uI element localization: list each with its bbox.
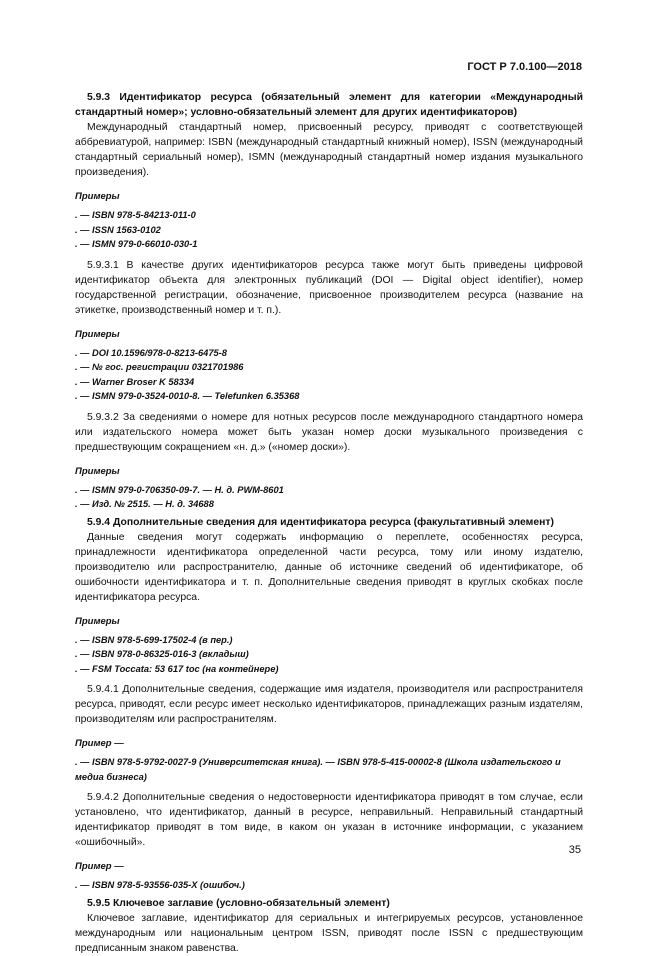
- example-item: . — ISMN 979-0-66010-030-1: [75, 239, 198, 249]
- page-content: [75, 90, 583, 956]
- examples-title: Примеры: [75, 191, 120, 202]
- example-title: Пример —: [75, 738, 124, 749]
- section-5-9-5-heading: 5.9.5 Ключевое заглавие (условно-обязательный элемент): [86, 897, 390, 909]
- section-5-9-3-heading: 5.9.3 Идентификатор ресурса (обязательный элемент для категории «Международный стандартный номер»; условно-обязательный элемент для других идентификаторов): [75, 92, 583, 118]
- example-item: . — ISBN 978-5-9792-0027-9 (Университетская книга). — ISBN 978-5-415-00002-8 (Школа издательского и медиа бизнеса): [75, 757, 561, 782]
- example-item: . — ISBN 978-5-699-17502-4 (в пер.): [75, 634, 233, 645]
- section-5-9-3-2-text: 5.9.3.2 За сведениями о номере для нотных ресурсов после международного стандартного номера или издательского номера может быть указан номер доски музыкального произведения с предшествующим сокращением «н. д.» («номер доски»).: [75, 411, 583, 453]
- section-5-9-5-text: Ключевое заглавие, идентификатор для сериальных и интегрируемых ресурсов, установленное международным или национальным центром ISSN, приводят после ISSN с предшествующим предписанным знаком равенства.: [75, 912, 583, 954]
- example-item: . — ISMN 979-0-3524-0010-8. — Telefunken 6.35368: [75, 391, 300, 401]
- examples-title: Примеры: [75, 328, 120, 340]
- example-item: . — Изд. № 2515. — Н. д. 34688: [75, 499, 214, 509]
- examples-title: Примеры: [75, 615, 120, 627]
- page-number: 35: [568, 844, 581, 856]
- section-5-9-4-1-text: 5.9.4.1 Дополнительные сведения, содержащие имя издателя, производителя или распространителя ресурса, приводят, если ресурс имеет несколько идентификаторов, принадлежащих разным издателям, производителям или распространителям.: [75, 684, 583, 725]
- example-item: . — ISBN 978-5-84213-011-0: [75, 210, 196, 220]
- example-item: . — Warner Broser K 58334: [75, 376, 195, 387]
- example-item: . — DOI 10.1596/978-0-8213-6475-8: [75, 347, 227, 358]
- standard-designation: ГОСТ Р 7.0.100—2018: [467, 61, 582, 73]
- example-item: . — ISBN 978-5-93556-035-X (ошибоч.): [75, 880, 245, 890]
- section-5-9-4-2-text: 5.9.4.2 Дополнительные сведения о недостоверности идентификатора приводят в том случае, если установлено, что идентификатор, данный в ресурсе, неправильный. Неправильный стандартный идентификатор приводят в том виде, в каком он указан в источнике информации, с указанием «ошибочный».: [75, 792, 583, 848]
- section-5-9-4-heading: 5.9.4 Дополнительные сведения для идентификатора ресурса (факультативный элемент): [86, 516, 554, 528]
- example-item: . — ISSN 1563-0102: [75, 224, 161, 235]
- example-item: . — № гос. регистрации 0321701986: [75, 362, 244, 372]
- example-item: . — ISMN 979-0-706350-09-7. — Н. д. PWM-8601: [75, 484, 284, 495]
- section-5-9-3-1-text: 5.9.3.1 В качестве других идентификаторов ресурса также могут быть приведены цифровой идентификатор объекта для электронных публикаций (DOI — Digital object identifier), номер государственной регистрации, обозначение, присвоенное производителем ресурса (название на этикетке, производственный номер и т. п.).: [75, 259, 583, 316]
- section-5-9-4-text: Данные сведения могут содержать информацию о переплете, особенностях ресурса, принадлежности идентификатора определенной части ресурса, тому или иному издателю, производителю или распространителю, данные об источнике сведений об идентификаторе, об ошибочности идентификатора и т. п. Дополнительные сведения приводят в круглых скобках после идентификатора ресурса.: [75, 531, 583, 603]
- example-item: . — ISBN 978-0-86325-016-3 (вкладыш): [75, 649, 249, 659]
- example-item: . — FSM Toccata: 53 617 toc (на контейнере): [75, 663, 279, 674]
- examples-title: Примеры: [75, 465, 120, 477]
- example-title: Пример —: [75, 861, 124, 872]
- section-5-9-3-text: Международный стандартный номер, присвоенный ресурсу, приводят с соответствующей аббревиатурой, например: ISBN (международный стандартный книжный номер), ISSN (международный стандартный сериальный номер), ISMN (международный стандартный номер издания музыкального произведения).: [75, 122, 583, 178]
